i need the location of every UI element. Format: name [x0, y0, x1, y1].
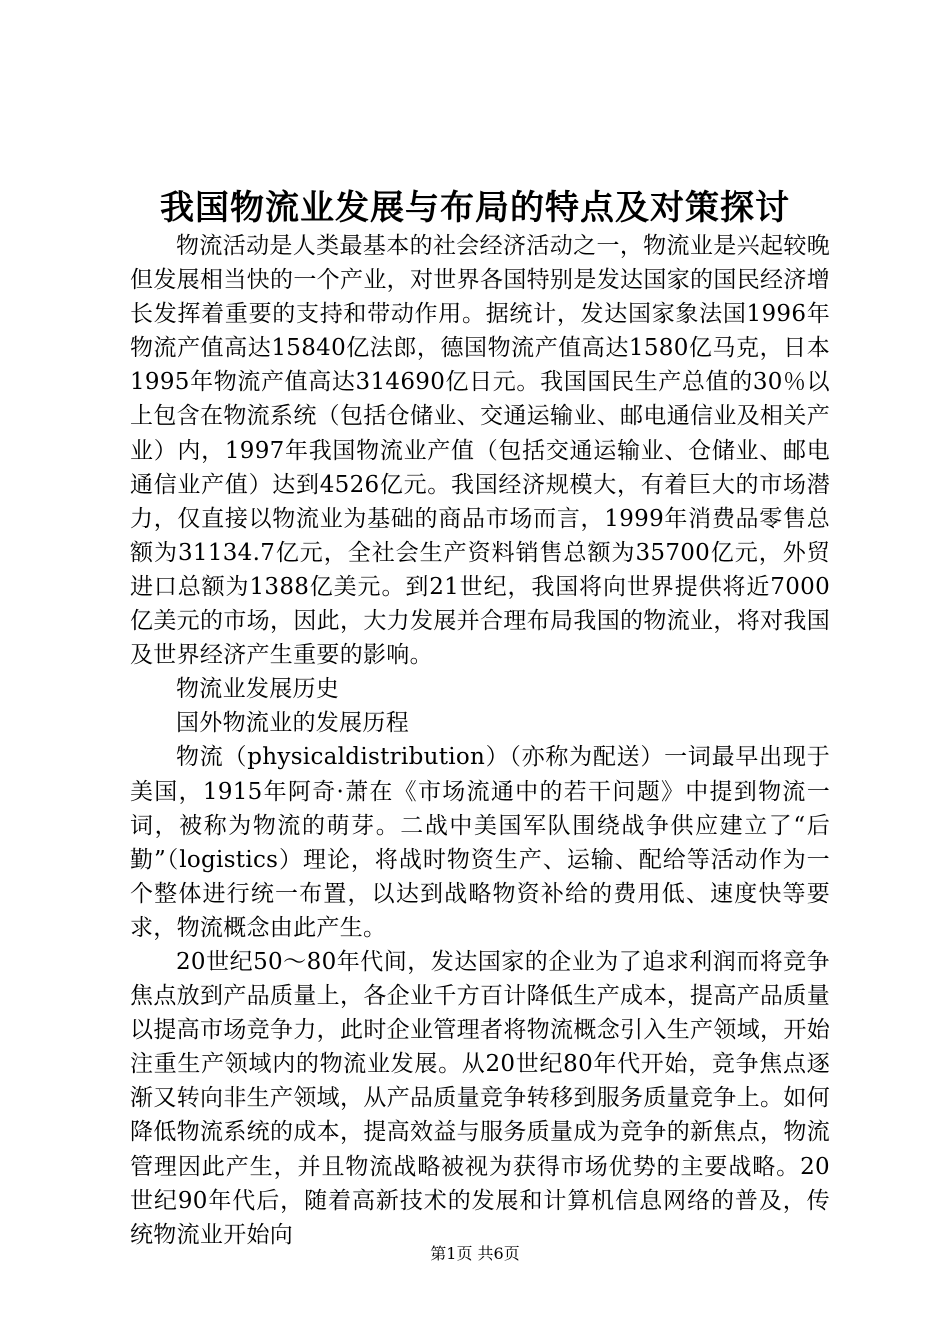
- paragraph-intro: 物流活动是人类最基本的社会经济活动之一，物流业是兴起较晚但发展相当快的一个产业，对世界各国特别是发达国家的国民经济增长发挥着重要的支持和带动作用。据统计，发达国家象法国1996年物流产值高达15840亿法郎，德国物流产值高达1580亿马克，日本1995年物流产值高达314690亿日元。我国国民生产总值的30％以上包含在物流系统（包括仓储业、交通运输业、邮电通信业及相关产业）内，1997年我国物流业产值（包括交通运输业、仓储业、邮电通信业产值）达到4526亿元。我国经济规模大，有着巨大的市场潜力，仅直接以物流业为基础的商品市场而言，1999年消费品零售总额为31134.7亿元，全社会生产资料销售总额为35700亿元，外贸进口总额为1388亿美元。到21世纪，我国将向世界提供将近7000亿美元的市场，因此，大力发展并合理布局我国的物流业，将对我国及世界经济产生重要的影响。: [130, 233, 830, 669]
- paragraph-origin: 物流（physicaldistribution）（亦称为配送）一词最早出现于美国，1915年阿奇·萧在《市场流通中的若干问题》中提到物流一词，被称为物流的萌芽。二战中美国军队围绕战争供应建立了“后勤”（logistics）理论，将战时物资生产、运输、配给等活动作为一个整体进行统一布置，以达到战略物资补给的费用低、速度快等要求，物流概念由此产生。: [130, 744, 830, 941]
- document-body: [130, 229, 830, 1252]
- section-heading-history: 物流业发展历史: [176, 676, 340, 703]
- subsection-heading-foreign: 国外物流业的发展历程: [176, 710, 409, 737]
- paragraph-development: 20世纪50～80年代间，发达国家的企业为了追求利润而将竞争焦点放到产品质量上，各企业千方百计降低生产成本，提高产品质量以提高市场竞争力，此时企业管理者将物流概念引入生产领域，开始注重生产领域内的物流业发展。从20世纪80年代开始，竞争焦点逐渐又转向非生产领域，从产品质量竞争转移到服务质量竞争上。如何降低物流系统的成本，提高效益与服务质量成为竞争的新焦点，物流管理因此产生，并且物流战略被视为获得市场优势的主要战略。20世纪90年代后，随着高新技术的发展和计算机信息网络的普及，传统物流业开始向: [130, 948, 830, 1248]
- document-title: 我国物流业发展与布局的特点及对策探讨: [160, 188, 790, 228]
- page-number-footer: 第1页 共6页: [430, 1244, 520, 1263]
